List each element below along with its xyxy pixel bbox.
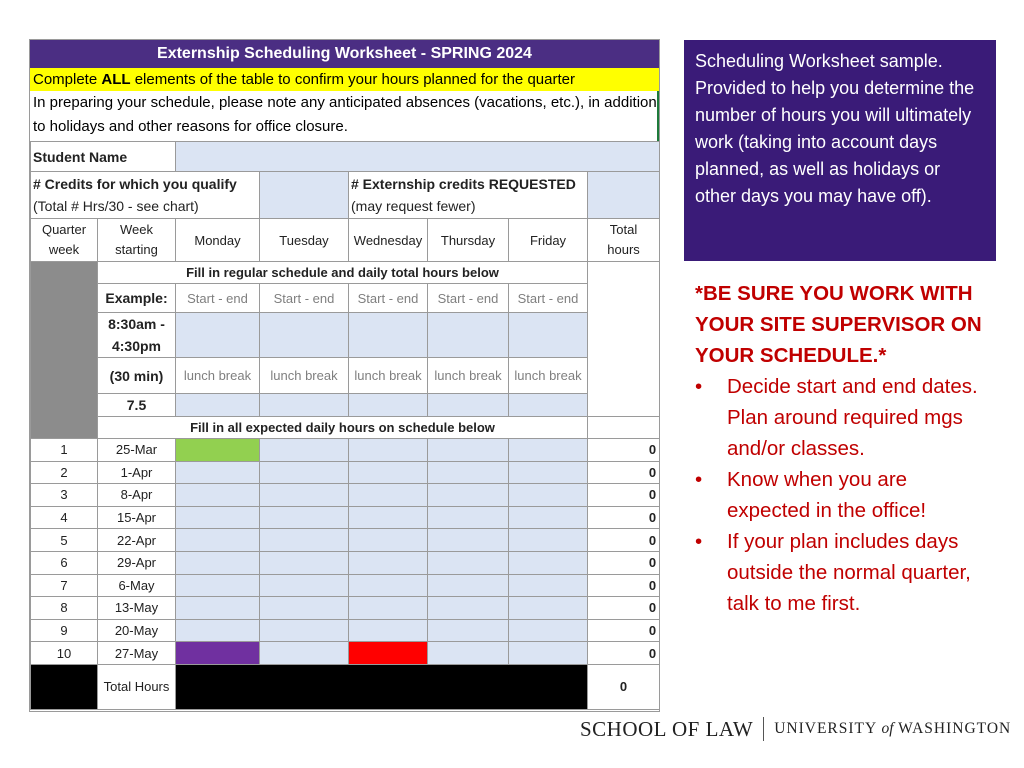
example-hours-tue[interactable] (260, 394, 349, 417)
week-number: 6 (31, 551, 98, 574)
example-time-wed[interactable] (349, 313, 428, 358)
table-row (31, 506, 660, 529)
example-start-end-wed: Start - end (349, 284, 428, 313)
week-total: 0 (588, 529, 660, 552)
week-start-date: 29-Apr (98, 551, 176, 574)
week-number: 9 (31, 619, 98, 642)
table-row (31, 439, 660, 462)
example-lunch-wed: lunch break (349, 358, 428, 394)
example-time-line1: 8:30am - (108, 316, 165, 332)
example-time-thu[interactable] (428, 313, 509, 358)
school-name: SCHOOL OF LAW (580, 716, 754, 741)
hours-cell-thu[interactable] (428, 529, 509, 552)
example-label: Example: (98, 284, 176, 313)
university-of: of (881, 720, 894, 737)
university-prefix: UNIVERSITY (774, 720, 882, 737)
hours-cell-mon[interactable] (176, 597, 260, 620)
instruction-banner (30, 68, 659, 91)
header-friday: Friday (509, 219, 588, 262)
list-item (695, 526, 995, 619)
header-monday: Monday (176, 219, 260, 262)
hours-cell-thu[interactable] (428, 642, 509, 665)
example-time-fri[interactable] (509, 313, 588, 358)
hours-cell-tue[interactable] (260, 551, 349, 574)
hours-cell-thu[interactable] (428, 484, 509, 507)
example-lunch-tue: lunch break (260, 358, 349, 394)
header-total-line1: Total (609, 222, 638, 237)
hours-cell-tue[interactable] (260, 642, 349, 665)
week-total: 0 (588, 484, 660, 507)
hours-cell-wed[interactable] (349, 506, 428, 529)
scheduling-worksheet (29, 39, 660, 712)
credits-qualify-label (31, 172, 260, 219)
example-start-end-fri: Start - end (509, 284, 588, 313)
hours-cell-tue[interactable] (260, 529, 349, 552)
total-row-black-block (31, 664, 98, 709)
student-name-label: Student Name (31, 142, 176, 172)
table-row (31, 642, 660, 665)
table-row (31, 461, 660, 484)
table-row (31, 529, 660, 552)
table-row (31, 597, 660, 620)
week-number: 7 (31, 574, 98, 597)
week-start-date: 15-Apr (98, 506, 176, 529)
hours-cell-thu[interactable] (428, 597, 509, 620)
example-total-spacer (588, 262, 660, 417)
table-row (31, 619, 660, 642)
hours-cell-tue[interactable] (260, 574, 349, 597)
hours-cell-fri[interactable] (509, 619, 588, 642)
university-suffix: WASHINGTON (893, 720, 1012, 737)
hours-cell-wed[interactable] (349, 574, 428, 597)
header-quarter-week-line2: week (48, 242, 80, 257)
credits-requested-label (349, 172, 588, 219)
header-total-hours (588, 219, 660, 262)
hours-cell-thu[interactable] (428, 439, 509, 462)
header-thursday: Thursday (428, 219, 509, 262)
example-time-mon[interactable] (176, 313, 260, 358)
week-number: 5 (31, 529, 98, 552)
hours-cell-thu[interactable] (428, 551, 509, 574)
worksheet-title: Externship Scheduling Worksheet - SPRING 2024 (30, 40, 659, 68)
hours-cell-fri[interactable] (509, 484, 588, 507)
hours-cell-thu[interactable] (428, 574, 509, 597)
header-week-starting-line2: starting (115, 242, 158, 257)
daily-hours-banner: Fill in all expected daily hours on schedule below (98, 417, 588, 439)
hours-cell-mon[interactable] (176, 619, 260, 642)
hours-cell-tue[interactable] (260, 461, 349, 484)
hours-cell-wed[interactable] (349, 439, 428, 462)
example-hours-mon[interactable] (176, 394, 260, 417)
week-number: 8 (31, 597, 98, 620)
example-lunch-fri: lunch break (509, 358, 588, 394)
total-row-black-bar (176, 664, 588, 709)
header-tuesday: Tuesday (260, 219, 349, 262)
hours-cell-tue[interactable] (260, 597, 349, 620)
week-start-date: 6-May (98, 574, 176, 597)
total-hours-label: Total Hours (98, 664, 176, 709)
hours-cell-mon[interactable] (176, 642, 260, 665)
week-number: 1 (31, 439, 98, 462)
example-daily-hours: 7.5 (98, 394, 176, 417)
hours-cell-thu[interactable] (428, 506, 509, 529)
credits-requested-sub: (may request fewer) (351, 198, 476, 214)
example-lunch-mon: lunch break (176, 358, 260, 394)
example-lunch-thu: lunch break (428, 358, 509, 394)
header-quarter-week (31, 219, 98, 262)
week-total: 0 (588, 506, 660, 529)
notes-list (695, 371, 995, 619)
hours-cell-fri[interactable] (509, 461, 588, 484)
hours-cell-fri[interactable] (509, 597, 588, 620)
hours-cell-thu[interactable] (428, 461, 509, 484)
instruction-emphasis: ALL (101, 71, 131, 88)
hours-cell-wed[interactable] (349, 642, 428, 665)
header-quarter-week-line1: Quarter (41, 222, 87, 237)
example-start-end-mon: Start - end (176, 284, 260, 313)
header-total-line2: hours (607, 242, 640, 257)
example-start-end-tue: Start - end (260, 284, 349, 313)
list-item-text: Decide start and end dates. Plan around required mgs and/or classes. (727, 375, 978, 460)
header-wednesday: Wednesday (349, 219, 428, 262)
week-total: 0 (588, 574, 660, 597)
hours-cell-wed[interactable] (349, 529, 428, 552)
credits-qualify-title: # Credits for which you qualify (33, 176, 237, 192)
week-start-date: 27-May (98, 642, 176, 665)
example-grey-block (31, 262, 98, 439)
hours-cell-fri[interactable] (509, 642, 588, 665)
week-number: 3 (31, 484, 98, 507)
week-number: 4 (31, 506, 98, 529)
hours-cell-tue[interactable] (260, 439, 349, 462)
example-hours-thu[interactable] (428, 394, 509, 417)
list-item (695, 464, 995, 526)
student-name-input[interactable] (176, 142, 660, 172)
hours-cell-mon[interactable] (176, 506, 260, 529)
hours-cell-tue[interactable] (260, 619, 349, 642)
credits-requested-input[interactable] (588, 172, 660, 219)
bullet-icon: • (695, 468, 703, 491)
credits-qualify-input[interactable] (260, 172, 349, 219)
table-row (31, 574, 660, 597)
hours-cell-wed[interactable] (349, 484, 428, 507)
example-lunch-label: (30 min) (98, 358, 176, 394)
week-number: 2 (31, 461, 98, 484)
info-box (684, 40, 996, 261)
week-total: 0 (588, 551, 660, 574)
table-row (31, 484, 660, 507)
example-hours-fri[interactable] (509, 394, 588, 417)
example-time-tue[interactable] (260, 313, 349, 358)
hours-cell-mon[interactable] (176, 529, 260, 552)
bullet-icon: • (695, 375, 703, 398)
example-hours-wed[interactable] (349, 394, 428, 417)
hours-cell-mon[interactable] (176, 574, 260, 597)
list-item (695, 371, 995, 464)
university-name (774, 720, 1011, 738)
week-start-date: 22-Apr (98, 529, 176, 552)
week-start-date: 25-Mar (98, 439, 176, 462)
week-start-date: 13-May (98, 597, 176, 620)
table-row (31, 551, 660, 574)
info-box-text: Scheduling Worksheet sample. Provided to help you determine the number of hours you will ultimately work (taking into account days planned, as well as holidays or other days you may have off). (695, 51, 975, 206)
notes-heading: *BE SURE YOU WORK WITH YOUR SITE SUPERVISOR ON YOUR SCHEDULE.* (695, 282, 982, 367)
hours-cell-fri[interactable] (509, 529, 588, 552)
hours-cell-mon[interactable] (176, 461, 260, 484)
hours-cell-tue[interactable] (260, 506, 349, 529)
instruction-prefix: Complete (33, 71, 102, 88)
week-start-date: 1-Apr (98, 461, 176, 484)
bullet-icon: • (695, 530, 703, 553)
footer-logo (580, 716, 1011, 742)
week-number: 10 (31, 642, 98, 665)
hours-cell-fri[interactable] (509, 574, 588, 597)
week-start-date: 8-Apr (98, 484, 176, 507)
hours-cell-mon[interactable] (176, 484, 260, 507)
hours-cell-fri[interactable] (509, 551, 588, 574)
hours-cell-wed[interactable] (349, 551, 428, 574)
hours-cell-thu[interactable] (428, 619, 509, 642)
credits-requested-title: # Externship credits REQUESTED (351, 176, 576, 192)
list-item-text: Know when you are expected in the office! (727, 468, 927, 522)
hours-cell-fri[interactable] (509, 439, 588, 462)
hours-cell-mon[interactable] (176, 439, 260, 462)
total-hours-value: 0 (588, 664, 660, 709)
supervisor-notes (695, 278, 995, 619)
week-total: 0 (588, 619, 660, 642)
example-time (98, 313, 176, 358)
instruction-suffix: elements of the table to confirm your hours planned for the quarter (130, 71, 575, 88)
footer-divider (763, 717, 764, 741)
list-item-text: If your plan includes days outside the normal quarter, talk to me first. (727, 530, 971, 615)
hours-cell-wed[interactable] (349, 597, 428, 620)
hours-cell-mon[interactable] (176, 551, 260, 574)
hours-cell-tue[interactable] (260, 484, 349, 507)
schedule-table (30, 141, 660, 710)
daily-banner-spacer (588, 417, 660, 439)
hours-cell-fri[interactable] (509, 506, 588, 529)
week-total: 0 (588, 439, 660, 462)
header-week-starting-line1: Week (120, 222, 153, 237)
week-total: 0 (588, 461, 660, 484)
regular-schedule-banner: Fill in regular schedule and daily total hours below (98, 262, 588, 284)
week-total: 0 (588, 642, 660, 665)
example-start-end-thu: Start - end (428, 284, 509, 313)
prep-note: In preparing your schedule, please note any anticipated absences (vacations, etc.), in addition to holidays and other reasons for office closure. (30, 91, 659, 141)
example-time-line2: 4:30pm (111, 338, 162, 354)
header-week-starting (98, 219, 176, 262)
hours-cell-wed[interactable] (349, 461, 428, 484)
week-start-date: 20-May (98, 619, 176, 642)
week-total: 0 (588, 597, 660, 620)
credits-qualify-sub: (Total # Hrs/30 - see chart) (33, 198, 199, 214)
hours-cell-wed[interactable] (349, 619, 428, 642)
